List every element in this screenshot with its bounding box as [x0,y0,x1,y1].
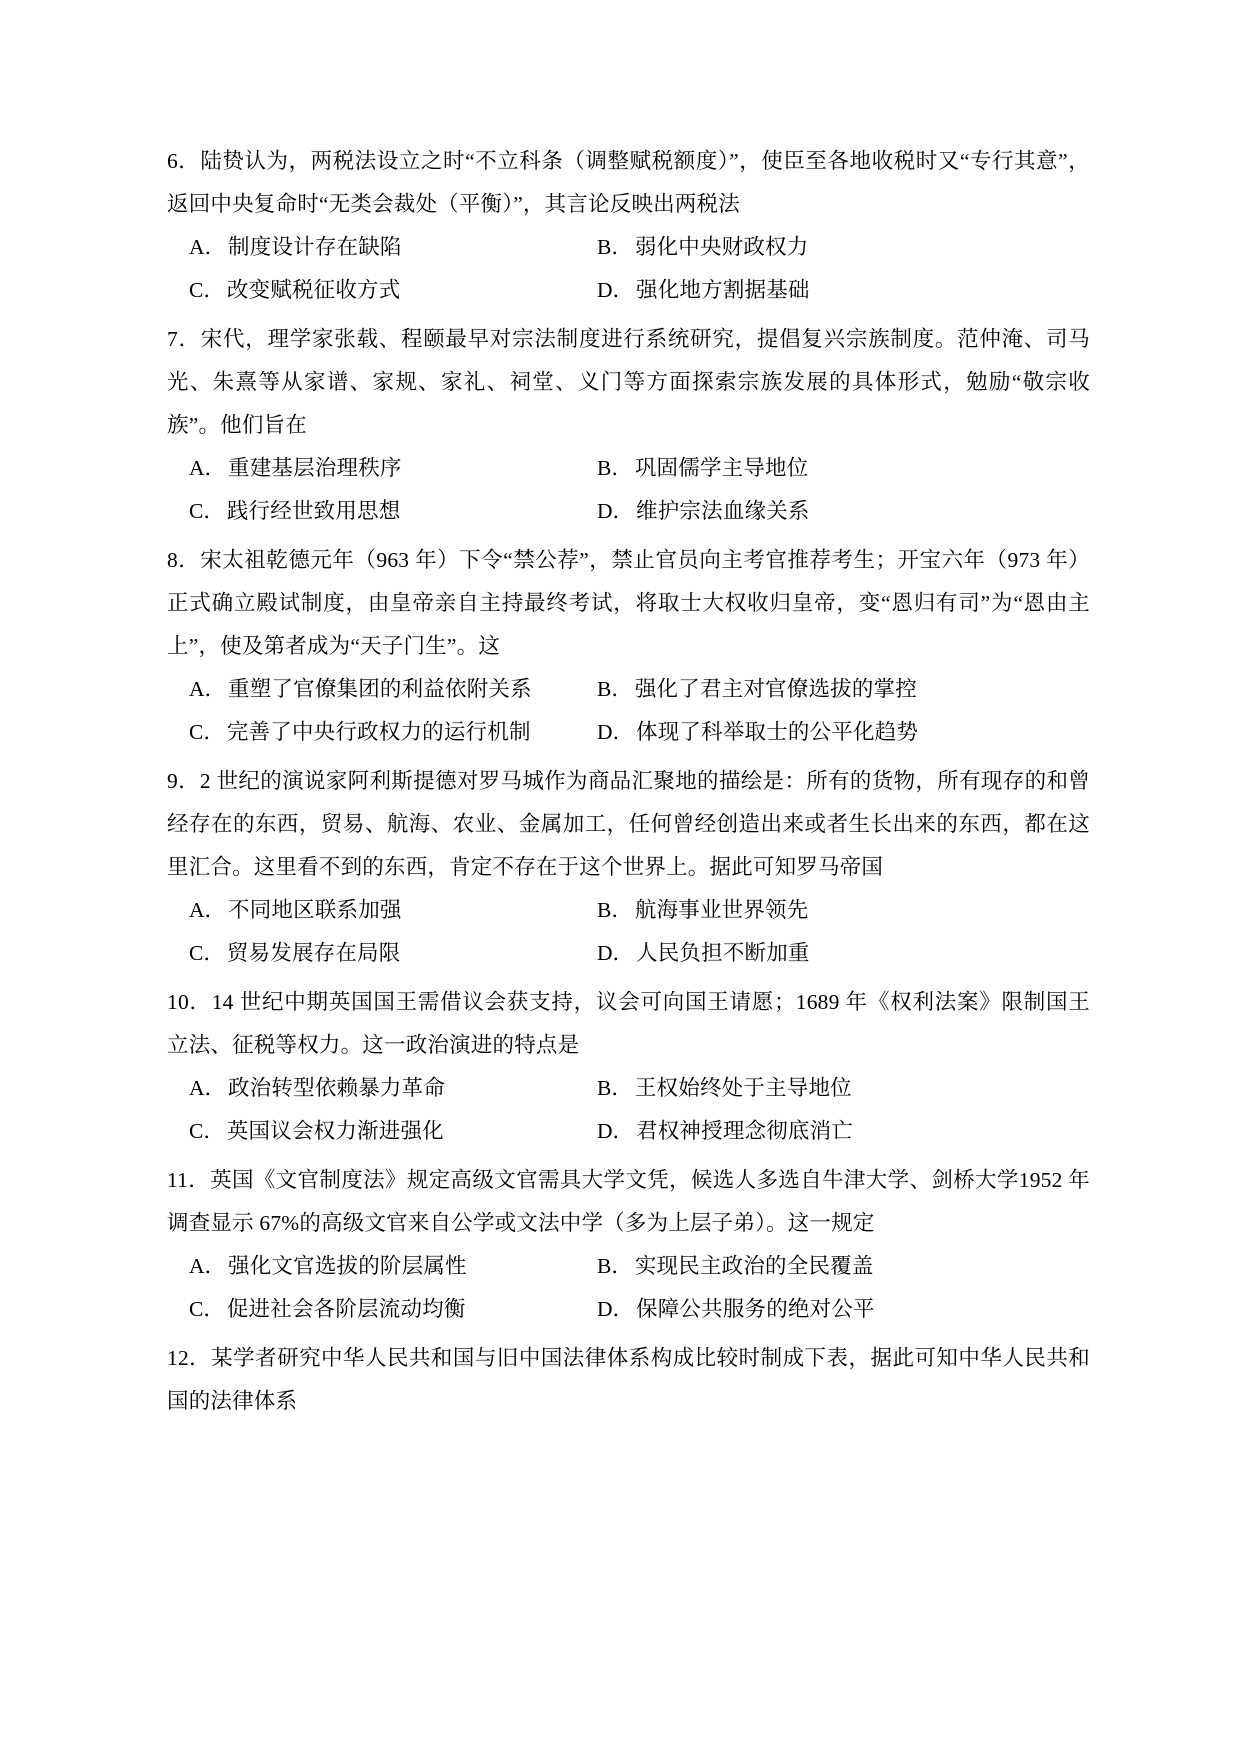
option-c[interactable] [167,711,597,754]
question-12 [167,1337,1090,1423]
options-list [167,447,1090,533]
option-c[interactable] [167,269,597,312]
option-label: B． [597,235,633,259]
option-text: 弱化中央财政权力 [634,235,809,259]
options-list [167,889,1090,975]
option-row [167,490,1090,533]
option-d[interactable] [597,711,918,754]
option-text: 航海事业世界领先 [634,898,809,922]
option-label: B． [597,677,633,701]
option-text: 王权始终处于主导地位 [634,1076,852,1100]
option-label: D． [597,720,635,744]
option-text: 强化地方割据基础 [636,278,810,302]
question-6 [167,140,1090,312]
option-row [167,1110,1090,1153]
option-label: D． [597,1119,635,1143]
question-stem: 10．14 世纪中期英国国王需借议会获支持，议会可向国王请愿；1689 年《权利法案》限制国王立法、征税等权力。这一政治演进的特点是 [167,990,1090,1057]
option-text: 完善了中央行政权力的运行机制 [226,720,531,744]
option-text: 体现了科举取士的公平化趋势 [636,720,919,744]
options-list [167,1067,1090,1153]
option-text: 君权神授理念彻底消亡 [636,1119,854,1143]
option-a[interactable] [167,668,597,711]
option-label: A． [189,456,227,480]
option-text: 保障公共服务的绝对公平 [636,1297,875,1321]
options-list [167,1245,1090,1331]
option-d[interactable] [597,1110,853,1153]
option-text: 巩固儒学主导地位 [634,456,809,480]
option-label: B． [597,456,633,480]
option-label: B． [597,1254,633,1278]
option-row [167,269,1090,312]
option-label: A． [189,1254,227,1278]
option-label: A． [189,677,227,701]
option-a[interactable] [167,447,597,490]
option-text: 重塑了官僚集团的利益依附关系 [228,677,532,701]
option-b[interactable] [597,668,917,711]
option-row [167,226,1090,269]
option-a[interactable] [167,889,597,932]
question-stem: 9．2 世纪的演说家阿利斯提德对罗马城作为商品汇聚地的描绘是：所有的货物，所有现存的和曾经存在的东西，贸易、航海、农业、金属加工，任何曾经创造出来或者生长出来的东西，都在这里汇合。这里看不到的东西，肯定不存在于这个世界上。据此可知罗马帝国 [167,769,1090,879]
option-text: 维护宗法血缘关系 [636,499,810,523]
option-b[interactable] [597,447,808,490]
option-text: 实现民主政治的全民覆盖 [634,1254,874,1278]
option-label: D． [597,1297,635,1321]
question-stem: 11．英国《文官制度法》规定高级文官需具大学文凭，候选人多选自牛津大学、剑桥大学1952 年调查显示 67%的高级文官来自公学或文法中学（多为上层子弟）。这一规定 [167,1168,1090,1235]
option-d[interactable] [597,269,810,312]
question-stem: 12．某学者研究中华人民共和国与旧中国法律体系构成比较时制成下表，据此可知中华人民共和国的法律体系 [167,1346,1090,1413]
question-stem: 8．宋太祖乾德元年（963 年）下令“禁公荐”，禁止官员向主考官推荐考生；开宝六年（973 年）正式确立殿试制度，由皇帝亲自主持最终考试，将取士大权收归皇帝，变“恩归有司”为“恩由主上”，使及第者成为“天子门生”。这 [167,548,1090,658]
option-text: 改变赋税征收方式 [226,278,401,302]
option-label: C． [189,941,225,965]
option-row [167,447,1090,490]
option-text: 践行经世致用思想 [226,499,401,523]
option-label: A． [189,235,227,259]
question-stem: 6．陆贽认为，两税法设立之时“不立科条（调整赋税额度）”，使臣至各地收税时又“专行其意”，返回中央复命时“无类会裁处（平衡）”，其言论反映出两税法 [167,149,1090,216]
question-7 [167,318,1090,533]
question-11 [167,1159,1090,1331]
option-text: 政治转型依赖暴力革命 [228,1076,446,1100]
option-b[interactable] [597,889,808,932]
option-label: D． [597,499,635,523]
option-text: 制度设计存在缺陷 [228,235,402,259]
question-10 [167,981,1090,1153]
options-list [167,226,1090,312]
option-label: B． [597,1076,633,1100]
option-row [167,932,1090,975]
option-row [167,668,1090,711]
question-8 [167,539,1090,754]
option-a[interactable] [167,1067,597,1110]
option-label: C． [189,1119,225,1143]
option-b[interactable] [597,1245,874,1288]
option-label: C． [189,720,225,744]
option-label: B． [597,898,633,922]
option-a[interactable] [167,226,597,269]
option-c[interactable] [167,490,597,533]
option-label: D． [597,941,635,965]
option-a[interactable] [167,1245,597,1288]
question-stem: 7．宋代，理学家张载、程颐最早对宗法制度进行系统研究，提倡复兴宗族制度。范仲淹、司马光、朱熹等从家谱、家规、家礼、祠堂、义门等方面探索宗族发展的具体形式，勉励“敬宗收族”。他们旨在 [167,327,1090,437]
option-label: A． [189,1076,227,1100]
option-c[interactable] [167,1110,597,1153]
option-b[interactable] [597,226,808,269]
option-d[interactable] [597,1288,875,1331]
option-text: 促进社会各阶层流动均衡 [226,1297,466,1321]
option-text: 不同地区联系加强 [228,898,402,922]
option-row [167,1288,1090,1331]
option-label: C． [189,499,225,523]
option-d[interactable] [597,490,810,533]
option-label: C． [189,1297,225,1321]
option-text: 人民负担不断加重 [636,941,810,965]
option-text: 强化了君主对官僚选拔的掌控 [634,677,917,701]
option-c[interactable] [167,932,597,975]
option-text: 贸易发展存在局限 [226,941,401,965]
option-row [167,1245,1090,1288]
option-b[interactable] [597,1067,852,1110]
question-9 [167,760,1090,975]
option-label: A． [189,898,227,922]
option-row [167,711,1090,754]
option-row [167,1067,1090,1110]
option-d[interactable] [597,932,810,975]
option-label: D． [597,278,635,302]
option-c[interactable] [167,1288,597,1331]
option-label: C． [189,278,225,302]
options-list [167,668,1090,754]
option-text: 强化文官选拔的阶层属性 [228,1254,467,1278]
option-text: 英国议会权力渐进强化 [226,1119,444,1143]
option-text: 重建基层治理秩序 [228,456,402,480]
option-row [167,889,1090,932]
